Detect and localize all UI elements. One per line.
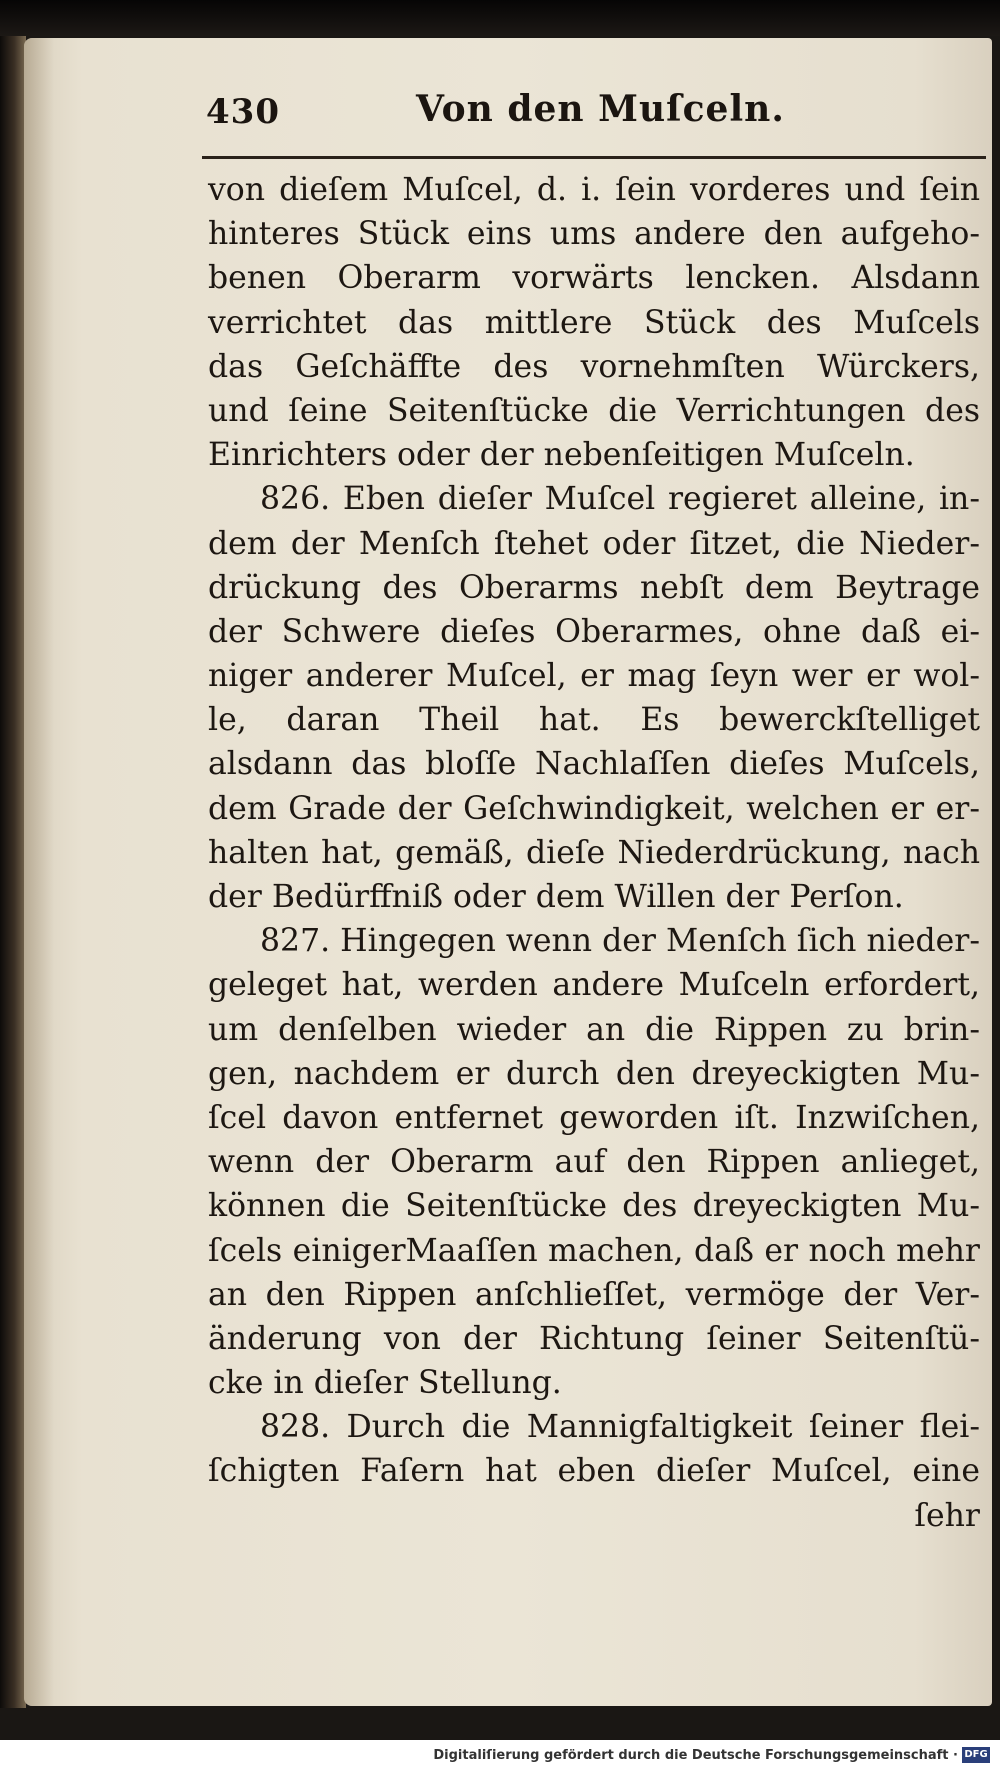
text-line: können die Seitenſtücke des dreyeckigten Mu- (208, 1188, 980, 1225)
text-line: von dieſem Muſcel, d. i. ſein vorderes und ſein (208, 172, 980, 208)
text-line: der Schwere dieſes Oberarmes, ohne daß ei- (208, 613, 980, 650)
text-line: Einrichters oder der nebenſeitigen Muſceln. (208, 437, 915, 474)
text-line: änderung von der Richtung ſeiner Seitenſtü- (208, 1320, 980, 1357)
text-line: cke in dieſer Stellung. (208, 1365, 562, 1402)
paragraph-start-826: 826. Eben dieſer Muſcel regieret alleine, in- (260, 481, 980, 518)
header-rule (202, 156, 986, 159)
text-line: ſcels einigerMaaſſen machen, daß er noch mehr (208, 1232, 980, 1269)
text-line: dem Grade der Geſchwindigkeit, welchen er er- (208, 790, 980, 827)
text-line: drückung des Oberarms nebſt dem Beytrage (208, 569, 980, 606)
paragraph-start-827: 827. Hingegen wenn der Menſch ſich nieder- (260, 923, 980, 960)
dfg-logo: DFG (962, 1747, 990, 1763)
page-gutter-shadow (24, 38, 54, 1706)
text-line: le, daran Theil hat. Es bewerckſtelliget (208, 702, 980, 739)
book-spine (0, 36, 26, 1708)
text-line: wenn der Oberarm auf den Rippen anlieget, (208, 1144, 980, 1181)
paragraph-start-828: 828. Durch die Mannigfaltigkeit ſeiner flei- (260, 1409, 980, 1446)
text-line: niger anderer Muſcel, er mag ſeyn wer er wol- (208, 658, 980, 695)
text-line: benen Oberarm vorwärts lencken. Alsdann (208, 260, 980, 297)
text-line: ſcel davon entfernet geworden iſt. Inzwiſchen, (208, 1099, 980, 1136)
text-line: das Geſchäffte des vornehmſten Würckers, (208, 348, 980, 385)
text-line: ſchigten Faſern hat eben dieſer Muſcel, eine (208, 1453, 980, 1490)
running-head: Von den Muſceln. (416, 88, 785, 130)
text-line: der Bedürffniß oder dem Willen der Perſon. (208, 879, 904, 915)
text-line: und ſeine Seitenſtücke die Verrichtungen des (208, 392, 980, 429)
page-number: 430 (206, 92, 280, 132)
text-line: gen, nachdem er durch den dreyeckigten Mu- (208, 1055, 980, 1092)
text-line: hinteres Stück eins ums andere den aufgeho- (208, 216, 980, 253)
text-line: alsdann das bloſſe Nachlaſſen dieſes Muſcels, (208, 746, 980, 783)
text-line: halten hat, gemäß, dieſe Niederdrückung, nach (208, 834, 980, 871)
digitization-credit: Digitaliſierung gefördert durch die Deutsche Forschungsgemeinschaft · (433, 1748, 958, 1763)
page-header (206, 88, 986, 148)
scan-top-border (0, 0, 1000, 36)
body-text (208, 168, 980, 1538)
text-line: verrichtet das mittlere Stück des Muſcels (208, 304, 980, 341)
text-line: dem der Menſch ſtehet oder ſitzet, die Nieder- (208, 525, 980, 562)
text-line: geleget hat, werden andere Muſceln erfordert, (208, 967, 980, 1004)
catchword: ſehr (914, 1497, 980, 1534)
text-line: um denſelben wieder an die Rippen zu brin- (208, 1011, 980, 1048)
text-line: an den Rippen anſchlieſſet, vermöge der Ver- (208, 1276, 980, 1313)
